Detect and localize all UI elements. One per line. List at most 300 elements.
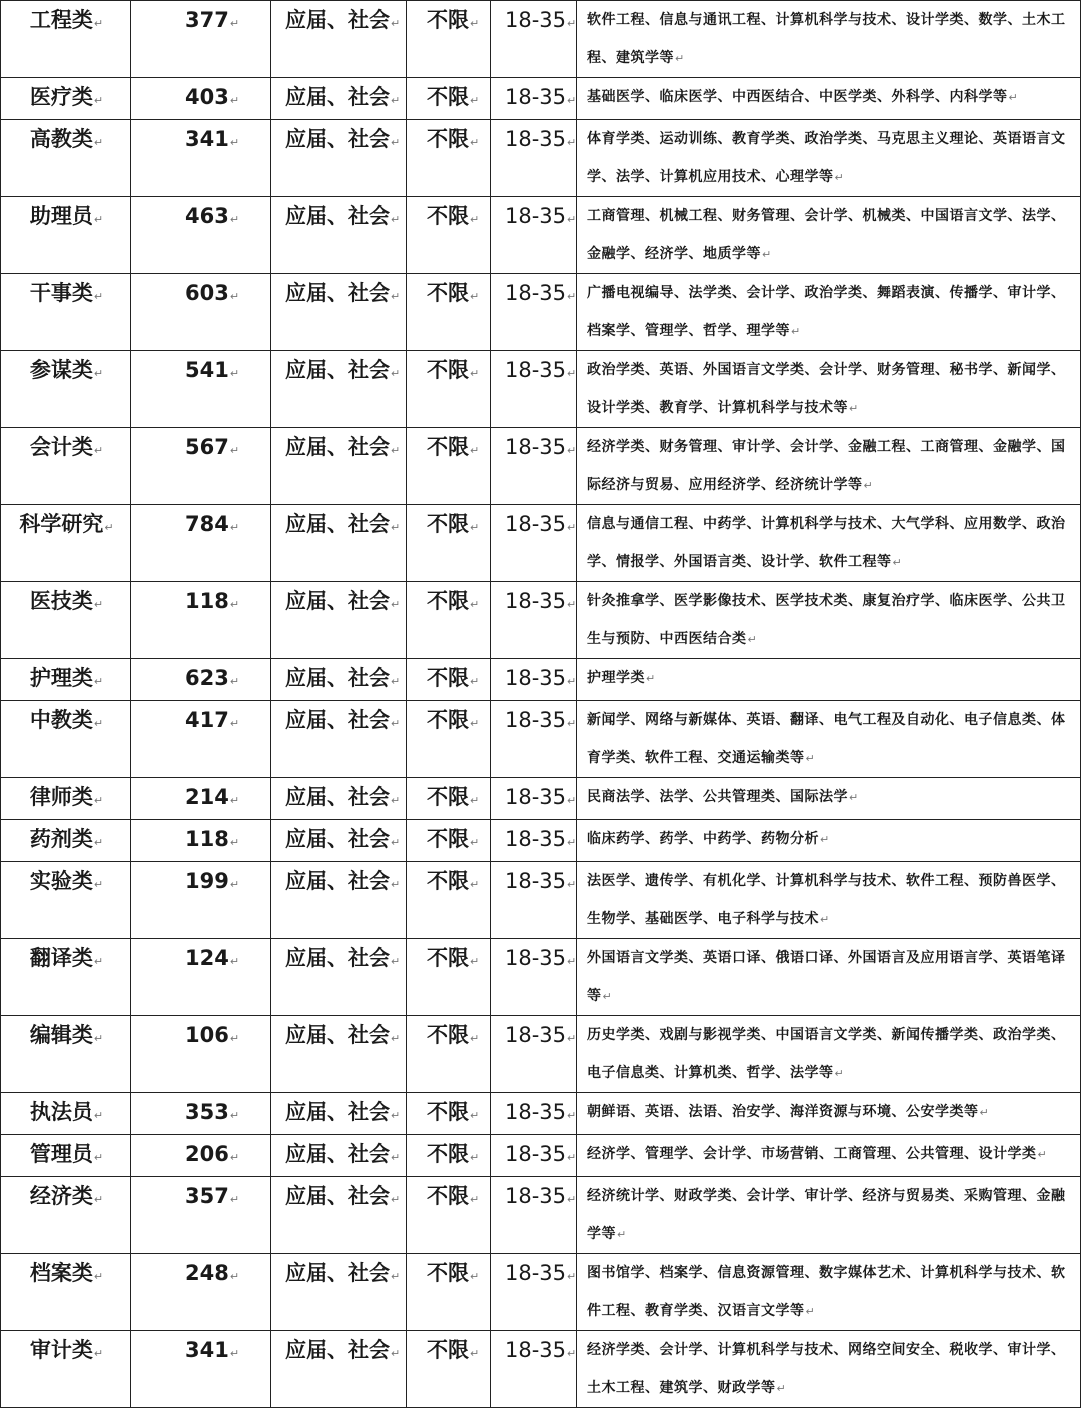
majors-text <box>577 820 1080 859</box>
job-category-value: 经济类 <box>29 1184 93 1208</box>
paragraph-mark-icon: ↵ <box>391 836 401 849</box>
job-category-value: 药剂类 <box>29 827 93 851</box>
education-requirement-cell <box>407 274 491 351</box>
headcount-value: 403 <box>185 85 229 109</box>
table-row <box>1 659 1081 701</box>
education-requirement-cell <box>407 1331 491 1408</box>
applicant-source-cell <box>271 120 407 197</box>
paragraph-mark-icon: ↵ <box>229 290 240 303</box>
headcount-value: 214 <box>185 785 229 809</box>
majors-text <box>577 701 1080 777</box>
paragraph-mark-icon: ↵ <box>470 675 480 688</box>
age-range-value: 18-35 <box>505 1023 567 1047</box>
headcount-cell <box>131 197 271 274</box>
age-range-text <box>491 659 576 700</box>
applicant-source-text <box>271 939 406 980</box>
applicant-source-value: 应届、社会 <box>285 666 390 690</box>
job-category-cell <box>1 1016 131 1093</box>
job-category-text <box>1 1177 130 1218</box>
education-requirement-cell <box>407 428 491 505</box>
headcount-cell <box>131 120 271 197</box>
applicant-source-cell <box>271 939 407 1016</box>
applicant-source-value: 应届、社会 <box>285 358 390 382</box>
age-range-text <box>491 78 576 119</box>
applicant-source-text <box>271 778 406 819</box>
age-range-cell <box>491 120 577 197</box>
paragraph-mark-icon: ↵ <box>470 717 480 730</box>
headcount-cell <box>131 820 271 862</box>
paragraph-mark-icon: ↵ <box>979 1106 990 1119</box>
paragraph-mark-icon: ↵ <box>391 17 401 30</box>
majors-cell <box>577 197 1081 274</box>
paragraph-mark-icon: ↵ <box>470 444 480 457</box>
paragraph-mark-icon: ↵ <box>93 213 104 226</box>
education-requirement-value: 不限 <box>427 85 469 109</box>
applicant-source-text <box>271 120 406 161</box>
paragraph-mark-icon: ↵ <box>391 1347 401 1360</box>
applicant-source-value: 应届、社会 <box>285 1184 390 1208</box>
job-category-cell <box>1 1135 131 1177</box>
table-row <box>1 1254 1081 1331</box>
paragraph-mark-icon: ↵ <box>567 444 577 457</box>
majors-value: 图书馆学、档案学、信息资源管理、数字媒体艺术、计算机科学与技术、软件工程、教育学类、汉语言文学等 <box>587 1265 1066 1319</box>
age-range-text <box>491 1254 576 1295</box>
age-range-cell <box>491 505 577 582</box>
education-requirement-text <box>407 939 490 980</box>
age-range-cell <box>491 820 577 862</box>
paragraph-mark-icon: ↵ <box>762 247 772 261</box>
paragraph-mark-icon: ↵ <box>470 1193 480 1206</box>
education-requirement-cell <box>407 351 491 428</box>
headcount-cell <box>131 274 271 351</box>
education-requirement-text <box>407 120 490 161</box>
education-requirement-text <box>407 1177 490 1218</box>
headcount-value: 784 <box>185 512 229 536</box>
paragraph-mark-icon: ↵ <box>93 878 104 891</box>
education-requirement-value: 不限 <box>427 8 469 32</box>
paragraph-mark-icon: ↵ <box>470 1270 480 1283</box>
applicant-source-cell <box>271 1135 407 1177</box>
headcount-cell <box>131 505 271 582</box>
applicant-source-text <box>271 1177 406 1218</box>
education-requirement-value: 不限 <box>427 869 469 893</box>
age-range-text <box>491 939 576 980</box>
paragraph-mark-icon: ↵ <box>805 1304 816 1318</box>
education-requirement-cell <box>407 1016 491 1093</box>
education-requirement-text <box>407 820 490 861</box>
paragraph-mark-icon: ↵ <box>470 878 480 891</box>
paragraph-mark-icon: ↵ <box>93 367 104 380</box>
job-category-value: 翻译类 <box>29 946 93 970</box>
age-range-cell <box>491 351 577 428</box>
age-range-value: 18-35 <box>505 666 567 690</box>
paragraph-mark-icon: ↵ <box>93 836 104 849</box>
paragraph-mark-icon: ↵ <box>391 1151 401 1164</box>
paragraph-mark-icon: ↵ <box>567 367 577 380</box>
education-requirement-cell <box>407 1177 491 1254</box>
job-category-value: 管理员 <box>29 1142 93 1166</box>
table-row <box>1 428 1081 505</box>
education-requirement-value: 不限 <box>427 827 469 851</box>
headcount-cell <box>131 351 271 428</box>
job-category-cell <box>1 274 131 351</box>
paragraph-mark-icon: ↵ <box>229 1032 240 1045</box>
education-requirement-value: 不限 <box>427 1261 469 1285</box>
headcount-text <box>131 197 270 238</box>
age-range-cell <box>491 939 577 1016</box>
majors-text <box>577 351 1080 427</box>
headcount-cell <box>131 659 271 701</box>
applicant-source-value: 应届、社会 <box>285 1338 390 1362</box>
education-requirement-cell <box>407 778 491 820</box>
majors-text <box>577 1177 1080 1253</box>
headcount-cell <box>131 582 271 659</box>
age-range-text <box>491 701 576 742</box>
table-row <box>1 351 1081 428</box>
headcount-text <box>131 505 270 546</box>
paragraph-mark-icon: ↵ <box>229 213 240 226</box>
paragraph-mark-icon: ↵ <box>93 136 104 149</box>
paragraph-mark-icon: ↵ <box>229 836 240 849</box>
paragraph-mark-icon: ↵ <box>470 955 480 968</box>
job-category-value: 实验类 <box>29 869 93 893</box>
paragraph-mark-icon: ↵ <box>391 367 401 380</box>
paragraph-mark-icon: ↵ <box>470 1151 480 1164</box>
applicant-source-cell <box>271 78 407 120</box>
majors-value: 经济学类、会计学、计算机科学与技术、网络空间安全、税收学、审计学、土木工程、建筑学、财政学等 <box>587 1342 1066 1396</box>
majors-text <box>577 1016 1080 1092</box>
age-range-text <box>491 505 576 546</box>
education-requirement-text <box>407 197 490 238</box>
paragraph-mark-icon: ↵ <box>567 1032 577 1045</box>
paragraph-mark-icon: ↵ <box>391 444 401 457</box>
headcount-text <box>131 701 270 742</box>
paragraph-mark-icon: ↵ <box>470 598 480 611</box>
paragraph-mark-icon: ↵ <box>567 290 577 303</box>
majors-value: 体育学类、运动训练、教育学类、政治学类、马克思主义理论、英语语言文学、法学、计算机应用技术、心理学等 <box>587 131 1066 185</box>
paragraph-mark-icon: ↵ <box>229 367 240 380</box>
paragraph-mark-icon: ↵ <box>470 136 480 149</box>
paragraph-mark-icon: ↵ <box>567 717 577 730</box>
job-category-value: 医技类 <box>29 589 93 613</box>
job-category-value: 中教类 <box>29 708 93 732</box>
age-range-cell <box>491 701 577 778</box>
paragraph-mark-icon: ↵ <box>391 1193 401 1206</box>
age-range-cell <box>491 1331 577 1408</box>
headcount-value: 199 <box>185 869 229 893</box>
paragraph-mark-icon: ↵ <box>93 444 104 457</box>
age-range-value: 18-35 <box>505 1261 567 1285</box>
applicant-source-cell <box>271 351 407 428</box>
majors-cell <box>577 1016 1081 1093</box>
job-category-value: 参谋类 <box>29 358 93 382</box>
paragraph-mark-icon: ↵ <box>391 794 401 807</box>
job-category-cell <box>1 120 131 197</box>
headcount-text <box>131 778 270 819</box>
job-category-cell <box>1 659 131 701</box>
paragraph-mark-icon: ↵ <box>567 1109 577 1122</box>
paragraph-mark-icon: ↵ <box>567 136 577 149</box>
paragraph-mark-icon: ↵ <box>567 521 577 534</box>
paragraph-mark-icon: ↵ <box>675 51 685 65</box>
applicant-source-value: 应届、社会 <box>285 1142 390 1166</box>
paragraph-mark-icon: ↵ <box>93 94 104 107</box>
majors-value: 历史学类、戏剧与影视学类、中国语言文学类、新闻传播学类、政治学类、电子信息类、计算机类、哲学、法学等 <box>587 1027 1066 1081</box>
age-range-value: 18-35 <box>505 8 567 32</box>
paragraph-mark-icon: ↵ <box>391 675 401 688</box>
age-range-text <box>491 120 576 161</box>
majors-value: 政治学类、英语、外国语言文学类、会计学、财务管理、秘书学、新闻学、设计学类、教育学、计算机科学与技术等 <box>587 362 1066 416</box>
job-category-text <box>1 1254 130 1295</box>
paragraph-mark-icon: ↵ <box>93 675 104 688</box>
age-range-value: 18-35 <box>505 358 567 382</box>
age-range-text <box>491 1135 576 1176</box>
age-range-value: 18-35 <box>505 785 567 809</box>
paragraph-mark-icon: ↵ <box>93 717 104 730</box>
applicant-source-value: 应届、社会 <box>285 8 390 32</box>
paragraph-mark-icon: ↵ <box>229 675 240 688</box>
majors-value: 朝鲜语、英语、法语、治安学、海洋资源与环境、公安学类等 <box>587 1104 979 1120</box>
job-category-cell <box>1 701 131 778</box>
job-category-cell <box>1 1254 131 1331</box>
education-requirement-value: 不限 <box>427 204 469 228</box>
paragraph-mark-icon: ↵ <box>470 17 480 30</box>
job-category-text <box>1 701 130 742</box>
education-requirement-text <box>407 1135 490 1176</box>
age-range-text <box>491 582 576 623</box>
paragraph-mark-icon: ↵ <box>229 598 240 611</box>
majors-text <box>577 274 1080 350</box>
paragraph-mark-icon: ↵ <box>93 794 104 807</box>
headcount-value: 118 <box>185 589 229 613</box>
paragraph-mark-icon: ↵ <box>470 1347 480 1360</box>
job-category-text <box>1 274 130 315</box>
education-requirement-value: 不限 <box>427 435 469 459</box>
paragraph-mark-icon: ↵ <box>892 555 903 569</box>
education-requirement-text <box>407 862 490 903</box>
headcount-value: 417 <box>185 708 229 732</box>
majors-value: 法医学、遗传学、有机化学、计算机科学与技术、软件工程、预防兽医学、生物学、基础医学、电子科学与技术 <box>587 873 1066 927</box>
paragraph-mark-icon: ↵ <box>820 833 830 846</box>
paragraph-mark-icon: ↵ <box>849 791 859 804</box>
age-range-text <box>491 862 576 903</box>
education-requirement-text <box>407 1331 490 1372</box>
applicant-source-value: 应届、社会 <box>285 512 390 536</box>
majors-cell <box>577 351 1081 428</box>
age-range-cell <box>491 197 577 274</box>
table-row <box>1 78 1081 120</box>
paragraph-mark-icon: ↵ <box>93 17 104 30</box>
headcount-text <box>131 428 270 469</box>
headcount-text <box>131 78 270 119</box>
age-range-value: 18-35 <box>505 708 567 732</box>
applicant-source-text <box>271 820 406 861</box>
age-range-value: 18-35 <box>505 827 567 851</box>
majors-cell <box>577 120 1081 197</box>
paragraph-mark-icon: ↵ <box>470 94 480 107</box>
headcount-cell <box>131 1 271 78</box>
applicant-source-text <box>271 1 406 42</box>
applicant-source-cell <box>271 197 407 274</box>
education-requirement-text <box>407 659 490 700</box>
headcount-cell <box>131 862 271 939</box>
applicant-source-cell <box>271 862 407 939</box>
applicant-source-text <box>271 197 406 238</box>
paragraph-mark-icon: ↵ <box>93 1193 104 1206</box>
age-range-cell <box>491 1093 577 1135</box>
paragraph-mark-icon: ↵ <box>747 632 758 646</box>
majors-text <box>577 1093 1080 1132</box>
job-category-value: 会计类 <box>29 435 93 459</box>
majors-value: 民商法学、法学、公共管理类、国际法学 <box>587 789 848 805</box>
headcount-cell <box>131 778 271 820</box>
majors-text <box>577 1331 1080 1407</box>
applicant-source-text <box>271 1254 406 1295</box>
paragraph-mark-icon: ↵ <box>776 1381 787 1395</box>
job-category-cell <box>1 820 131 862</box>
education-requirement-cell <box>407 120 491 197</box>
job-category-cell <box>1 1 131 78</box>
applicant-source-value: 应届、社会 <box>285 435 390 459</box>
applicant-source-value: 应届、社会 <box>285 1261 390 1285</box>
job-category-cell <box>1 1093 131 1135</box>
paragraph-mark-icon: ↵ <box>470 794 480 807</box>
paragraph-mark-icon: ↵ <box>567 1151 577 1164</box>
table-row <box>1 1 1081 78</box>
table-body <box>1 1 1081 1408</box>
headcount-value: 124 <box>185 946 229 970</box>
paragraph-mark-icon: ↵ <box>93 1032 104 1045</box>
applicant-source-cell <box>271 701 407 778</box>
headcount-text <box>131 939 270 980</box>
table-row <box>1 939 1081 1016</box>
paragraph-mark-icon: ↵ <box>93 955 104 968</box>
education-requirement-value: 不限 <box>427 127 469 151</box>
headcount-text <box>131 120 270 161</box>
majors-text <box>577 1 1080 77</box>
headcount-value: 248 <box>185 1261 229 1285</box>
headcount-value: 341 <box>185 127 229 151</box>
paragraph-mark-icon: ↵ <box>229 1270 240 1283</box>
table-row <box>1 582 1081 659</box>
job-category-text <box>1 1016 130 1057</box>
applicant-source-text <box>271 659 406 700</box>
applicant-source-cell <box>271 1 407 78</box>
paragraph-mark-icon: ↵ <box>229 136 240 149</box>
table-row <box>1 1016 1081 1093</box>
education-requirement-value: 不限 <box>427 1023 469 1047</box>
headcount-cell <box>131 1016 271 1093</box>
paragraph-mark-icon: ↵ <box>229 1151 240 1164</box>
age-range-cell <box>491 582 577 659</box>
job-category-value: 审计类 <box>29 1338 93 1362</box>
headcount-text <box>131 1093 270 1134</box>
paragraph-mark-icon: ↵ <box>93 1151 104 1164</box>
age-range-value: 18-35 <box>505 946 567 970</box>
education-requirement-value: 不限 <box>427 1142 469 1166</box>
paragraph-mark-icon: ↵ <box>567 794 577 807</box>
headcount-text <box>131 351 270 392</box>
education-requirement-cell <box>407 1135 491 1177</box>
applicant-source-value: 应届、社会 <box>285 827 390 851</box>
age-range-cell <box>491 1254 577 1331</box>
headcount-cell <box>131 939 271 1016</box>
age-range-cell <box>491 862 577 939</box>
headcount-value: 377 <box>185 8 229 32</box>
job-category-text <box>1 582 130 623</box>
education-requirement-text <box>407 701 490 742</box>
education-requirement-cell <box>407 582 491 659</box>
table-row <box>1 274 1081 351</box>
majors-value: 工商管理、机械工程、财务管理、会计学、机械类、中国语言文学、法学、金融学、经济学、地质学等 <box>587 208 1066 262</box>
applicant-source-cell <box>271 1177 407 1254</box>
paragraph-mark-icon: ↵ <box>1037 1148 1048 1161</box>
job-category-value: 工程类 <box>29 8 93 32</box>
education-requirement-text <box>407 778 490 819</box>
education-requirement-text <box>407 582 490 623</box>
table-row <box>1 1093 1081 1135</box>
applicant-source-value: 应届、社会 <box>285 589 390 613</box>
job-category-cell <box>1 78 131 120</box>
education-requirement-cell <box>407 197 491 274</box>
age-range-cell <box>491 78 577 120</box>
applicant-source-cell <box>271 1254 407 1331</box>
education-requirement-cell <box>407 1254 491 1331</box>
age-range-cell <box>491 428 577 505</box>
paragraph-mark-icon: ↵ <box>391 290 401 303</box>
age-range-value: 18-35 <box>505 281 567 305</box>
age-range-cell <box>491 778 577 820</box>
job-category-cell <box>1 197 131 274</box>
job-category-value: 医疗类 <box>29 85 93 109</box>
paragraph-mark-icon: ↵ <box>391 213 401 226</box>
age-range-text <box>491 1 576 42</box>
applicant-source-text <box>271 701 406 742</box>
age-range-cell <box>491 1135 577 1177</box>
applicant-source-text <box>271 1331 406 1372</box>
age-range-text <box>491 351 576 392</box>
table-row <box>1 778 1081 820</box>
age-range-text <box>491 1016 576 1057</box>
applicant-source-text <box>271 505 406 546</box>
majors-cell <box>577 1331 1081 1408</box>
majors-cell <box>577 1093 1081 1135</box>
job-category-value: 档案类 <box>29 1261 93 1285</box>
age-range-value: 18-35 <box>505 204 567 228</box>
headcount-text <box>131 582 270 623</box>
applicant-source-value: 应届、社会 <box>285 869 390 893</box>
majors-value: 广播电视编导、法学类、会计学、政治学类、舞蹈表演、传播学、审计学、档案学、管理学、哲学、理学等 <box>587 285 1066 339</box>
age-range-text <box>491 1093 576 1134</box>
headcount-text <box>131 1135 270 1176</box>
majors-value: 信息与通信工程、中药学、计算机科学与技术、大气学科、应用数学、政治学、情报学、外国语言类、设计学、软件工程等 <box>587 516 1066 570</box>
applicant-source-text <box>271 1093 406 1134</box>
majors-text <box>577 1135 1080 1174</box>
age-range-value: 18-35 <box>505 1100 567 1124</box>
headcount-text <box>131 274 270 315</box>
majors-value: 新闻学、网络与新媒体、英语、翻译、电气工程及自动化、电子信息类、体育学类、软件工程、交通运输类等 <box>587 712 1066 766</box>
paragraph-mark-icon: ↵ <box>820 912 830 926</box>
job-category-cell <box>1 351 131 428</box>
paragraph-mark-icon: ↵ <box>567 1193 577 1206</box>
education-requirement-cell <box>407 78 491 120</box>
job-category-cell <box>1 1331 131 1408</box>
applicant-source-value: 应届、社会 <box>285 281 390 305</box>
job-category-cell <box>1 428 131 505</box>
headcount-text <box>131 1331 270 1372</box>
majors-text <box>577 778 1080 817</box>
job-category-value: 护理类 <box>29 666 93 690</box>
